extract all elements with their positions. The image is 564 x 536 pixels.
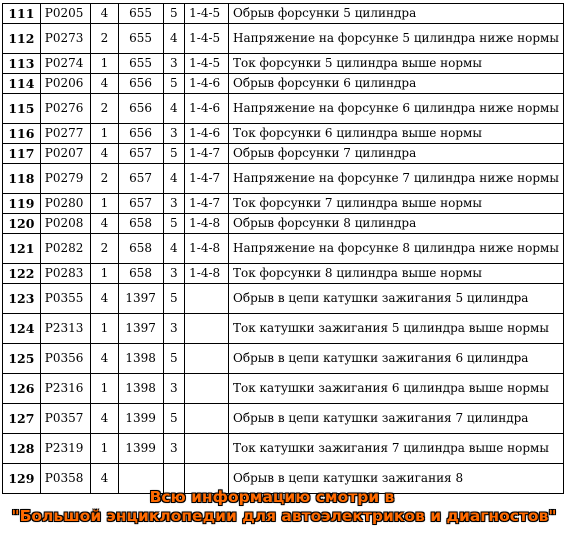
table-row — [3, 74, 564, 94]
pin-code-cell: 1-4-5 — [185, 54, 229, 74]
fault-code-cell: P0277 — [40, 124, 90, 144]
description-cell: Обрыв форсунки 5 цилиндра — [229, 4, 564, 24]
row-number-cell: 113 — [3, 54, 41, 74]
col-c-cell: 5 — [163, 74, 185, 94]
col-b-cell: 657 — [118, 144, 163, 164]
col-b-cell: 657 — [118, 194, 163, 214]
pin-code-cell: 1-4-7 — [185, 144, 229, 164]
fault-code-cell: P0276 — [40, 94, 90, 124]
pin-code-cell: 1-4-6 — [185, 74, 229, 94]
pin-code-cell: 1-4-6 — [185, 124, 229, 144]
col-a-cell: 1 — [91, 194, 118, 214]
table-row — [3, 284, 564, 314]
pin-code-cell: 1-4-5 — [185, 24, 229, 54]
fault-code-cell: P0273 — [40, 24, 90, 54]
fault-code-cell: P0205 — [40, 4, 90, 24]
col-c-cell: 3 — [163, 434, 185, 464]
col-b-cell: 656 — [118, 124, 163, 144]
col-c-cell: 3 — [163, 314, 185, 344]
col-a-cell: 2 — [91, 234, 118, 264]
description-cell: Напряжение на форсунке 8 цилиндра ниже нормы — [229, 234, 564, 264]
fault-code-cell: P0280 — [40, 194, 90, 214]
pin-code-cell — [185, 284, 229, 314]
col-a-cell: 4 — [91, 4, 118, 24]
col-c-cell: 5 — [163, 4, 185, 24]
col-c-cell: 3 — [163, 54, 185, 74]
col-a-cell: 4 — [91, 464, 118, 494]
fault-code-cell: P2316 — [40, 374, 90, 404]
table-row — [3, 214, 564, 234]
row-number-cell: 119 — [3, 194, 41, 214]
col-c-cell: 3 — [163, 124, 185, 144]
col-b-cell: 657 — [118, 164, 163, 194]
col-b-cell: 1399 — [118, 404, 163, 434]
col-a-cell: 1 — [91, 54, 118, 74]
col-b-cell: 1397 — [118, 284, 163, 314]
pin-code-cell: 1-4-8 — [185, 234, 229, 264]
table-row — [3, 314, 564, 344]
table-row — [3, 434, 564, 464]
col-b-cell: 656 — [118, 94, 163, 124]
row-number-cell: 116 — [3, 124, 41, 144]
fault-code-cell: P0207 — [40, 144, 90, 164]
pin-code-cell — [185, 404, 229, 434]
description-cell: Ток форсунки 7 цилиндра выше нормы — [229, 194, 564, 214]
row-number-cell: 123 — [3, 284, 41, 314]
col-c-cell: 5 — [163, 404, 185, 434]
fault-code-cell: P2319 — [40, 434, 90, 464]
table-row — [3, 94, 564, 124]
col-c-cell: 5 — [163, 144, 185, 164]
row-number-cell: 124 — [3, 314, 41, 344]
table-row — [3, 234, 564, 264]
col-a-cell: 2 — [91, 164, 118, 194]
pin-code-cell: 1-4-6 — [185, 94, 229, 124]
col-a-cell: 4 — [91, 74, 118, 94]
fault-code-cell: P0274 — [40, 54, 90, 74]
fault-code-cell: P2313 — [40, 314, 90, 344]
col-c-cell: 4 — [163, 24, 185, 54]
description-cell: Обрыв в цепи катушки зажигания 8 — [229, 464, 564, 494]
row-number-cell: 114 — [3, 74, 41, 94]
description-cell: Обрыв в цепи катушки зажигания 5 цилиндра — [229, 284, 564, 314]
description-cell: Обрыв в цепи катушки зажигания 6 цилиндра — [229, 344, 564, 374]
col-b-cell: 655 — [118, 54, 163, 74]
row-number-cell: 120 — [3, 214, 41, 234]
col-b-cell: 1399 — [118, 434, 163, 464]
row-number-cell: 122 — [3, 264, 41, 284]
description-cell: Обрыв форсунки 6 цилиндра — [229, 74, 564, 94]
col-a-cell: 2 — [91, 24, 118, 54]
pin-code-cell: 1-4-8 — [185, 214, 229, 234]
pin-code-cell — [185, 314, 229, 344]
col-c-cell: 5 — [163, 344, 185, 374]
col-b-cell: 658 — [118, 214, 163, 234]
fault-code-cell: P0206 — [40, 74, 90, 94]
col-c-cell: 4 — [163, 234, 185, 264]
promo-banner-line-2: "Большой энциклопедии для автоэлектриков и диагностов" — [11, 507, 557, 525]
row-number-cell: 129 — [3, 464, 41, 494]
col-a-cell: 4 — [91, 344, 118, 374]
col-b-cell: 1397 — [118, 314, 163, 344]
fault-code-cell: P0358 — [40, 464, 90, 494]
row-number-cell: 127 — [3, 404, 41, 434]
pin-code-cell — [185, 434, 229, 464]
col-c-cell: 3 — [163, 264, 185, 284]
table-row — [3, 404, 564, 434]
fault-code-cell: P0283 — [40, 264, 90, 284]
col-b-cell: 658 — [118, 234, 163, 264]
table-row — [3, 194, 564, 214]
description-cell: Ток катушки зажигания 5 цилиндра выше нормы — [229, 314, 564, 344]
fault-code-cell: P0208 — [40, 214, 90, 234]
table-row — [3, 124, 564, 144]
pin-code-cell: 1-4-8 — [185, 264, 229, 284]
col-a-cell: 4 — [91, 404, 118, 434]
description-cell: Ток форсунки 8 цилиндра выше нормы — [229, 264, 564, 284]
pin-code-cell — [185, 374, 229, 404]
fault-code-cell: P0356 — [40, 344, 90, 374]
col-a-cell: 4 — [91, 144, 118, 164]
table-row — [3, 344, 564, 374]
description-cell: Ток форсунки 6 цилиндра выше нормы — [229, 124, 564, 144]
description-cell: Ток катушки зажигания 6 цилиндра выше нормы — [229, 374, 564, 404]
promo-banner-line-1: Всю информацию смотри в — [149, 488, 395, 506]
col-c-cell: 3 — [163, 194, 185, 214]
col-a-cell: 4 — [91, 284, 118, 314]
row-number-cell: 118 — [3, 164, 41, 194]
col-b-cell: 656 — [118, 74, 163, 94]
pin-code-cell: 1-4-7 — [185, 194, 229, 214]
col-b-cell: 655 — [118, 4, 163, 24]
description-cell: Обрыв в цепи катушки зажигания 7 цилиндра — [229, 404, 564, 434]
col-a-cell: 4 — [91, 214, 118, 234]
row-number-cell: 117 — [3, 144, 41, 164]
row-number-cell: 128 — [3, 434, 41, 464]
col-a-cell: 1 — [91, 264, 118, 284]
table-row — [3, 24, 564, 54]
col-b-cell: 1398 — [118, 374, 163, 404]
col-b-cell: 658 — [118, 264, 163, 284]
col-c-cell: 5 — [163, 284, 185, 314]
row-number-cell: 111 — [3, 4, 41, 24]
description-cell: Напряжение на форсунке 7 цилиндра ниже нормы — [229, 164, 564, 194]
table-row — [3, 54, 564, 74]
col-a-cell: 1 — [91, 314, 118, 344]
row-number-cell: 126 — [3, 374, 41, 404]
row-number-cell: 125 — [3, 344, 41, 374]
col-a-cell: 1 — [91, 124, 118, 144]
col-c-cell: 4 — [163, 94, 185, 124]
row-number-cell: 115 — [3, 94, 41, 124]
col-c-cell: 4 — [163, 164, 185, 194]
col-b-cell: 1398 — [118, 344, 163, 374]
description-cell: Обрыв форсунки 7 цилиндра — [229, 144, 564, 164]
fault-code-cell: P0279 — [40, 164, 90, 194]
description-cell: Напряжение на форсунке 6 цилиндра ниже нормы — [229, 94, 564, 124]
fault-code-cell: P0282 — [40, 234, 90, 264]
pin-code-cell: 1-4-5 — [185, 4, 229, 24]
description-cell: Обрыв форсунки 8 цилиндра — [229, 214, 564, 234]
pin-code-cell: 1-4-7 — [185, 164, 229, 194]
table-row — [3, 4, 564, 24]
col-b-cell: 655 — [118, 24, 163, 54]
description-cell: Ток катушки зажигания 7 цилиндра выше нормы — [229, 434, 564, 464]
fault-code-table — [2, 3, 564, 494]
col-c-cell: 3 — [163, 374, 185, 404]
row-number-cell: 121 — [3, 234, 41, 264]
table-row — [3, 144, 564, 164]
col-c-cell: 5 — [163, 214, 185, 234]
col-a-cell: 1 — [91, 434, 118, 464]
description-cell: Напряжение на форсунке 5 цилиндра ниже нормы — [229, 24, 564, 54]
table-row — [3, 164, 564, 194]
table-row — [3, 264, 564, 284]
fault-code-cell: P0357 — [40, 404, 90, 434]
col-a-cell: 1 — [91, 374, 118, 404]
pin-code-cell — [185, 344, 229, 374]
col-a-cell: 2 — [91, 94, 118, 124]
table-row — [3, 374, 564, 404]
fault-code-cell: P0355 — [40, 284, 90, 314]
description-cell: Ток форсунки 5 цилиндра выше нормы — [229, 54, 564, 74]
row-number-cell: 112 — [3, 24, 41, 54]
